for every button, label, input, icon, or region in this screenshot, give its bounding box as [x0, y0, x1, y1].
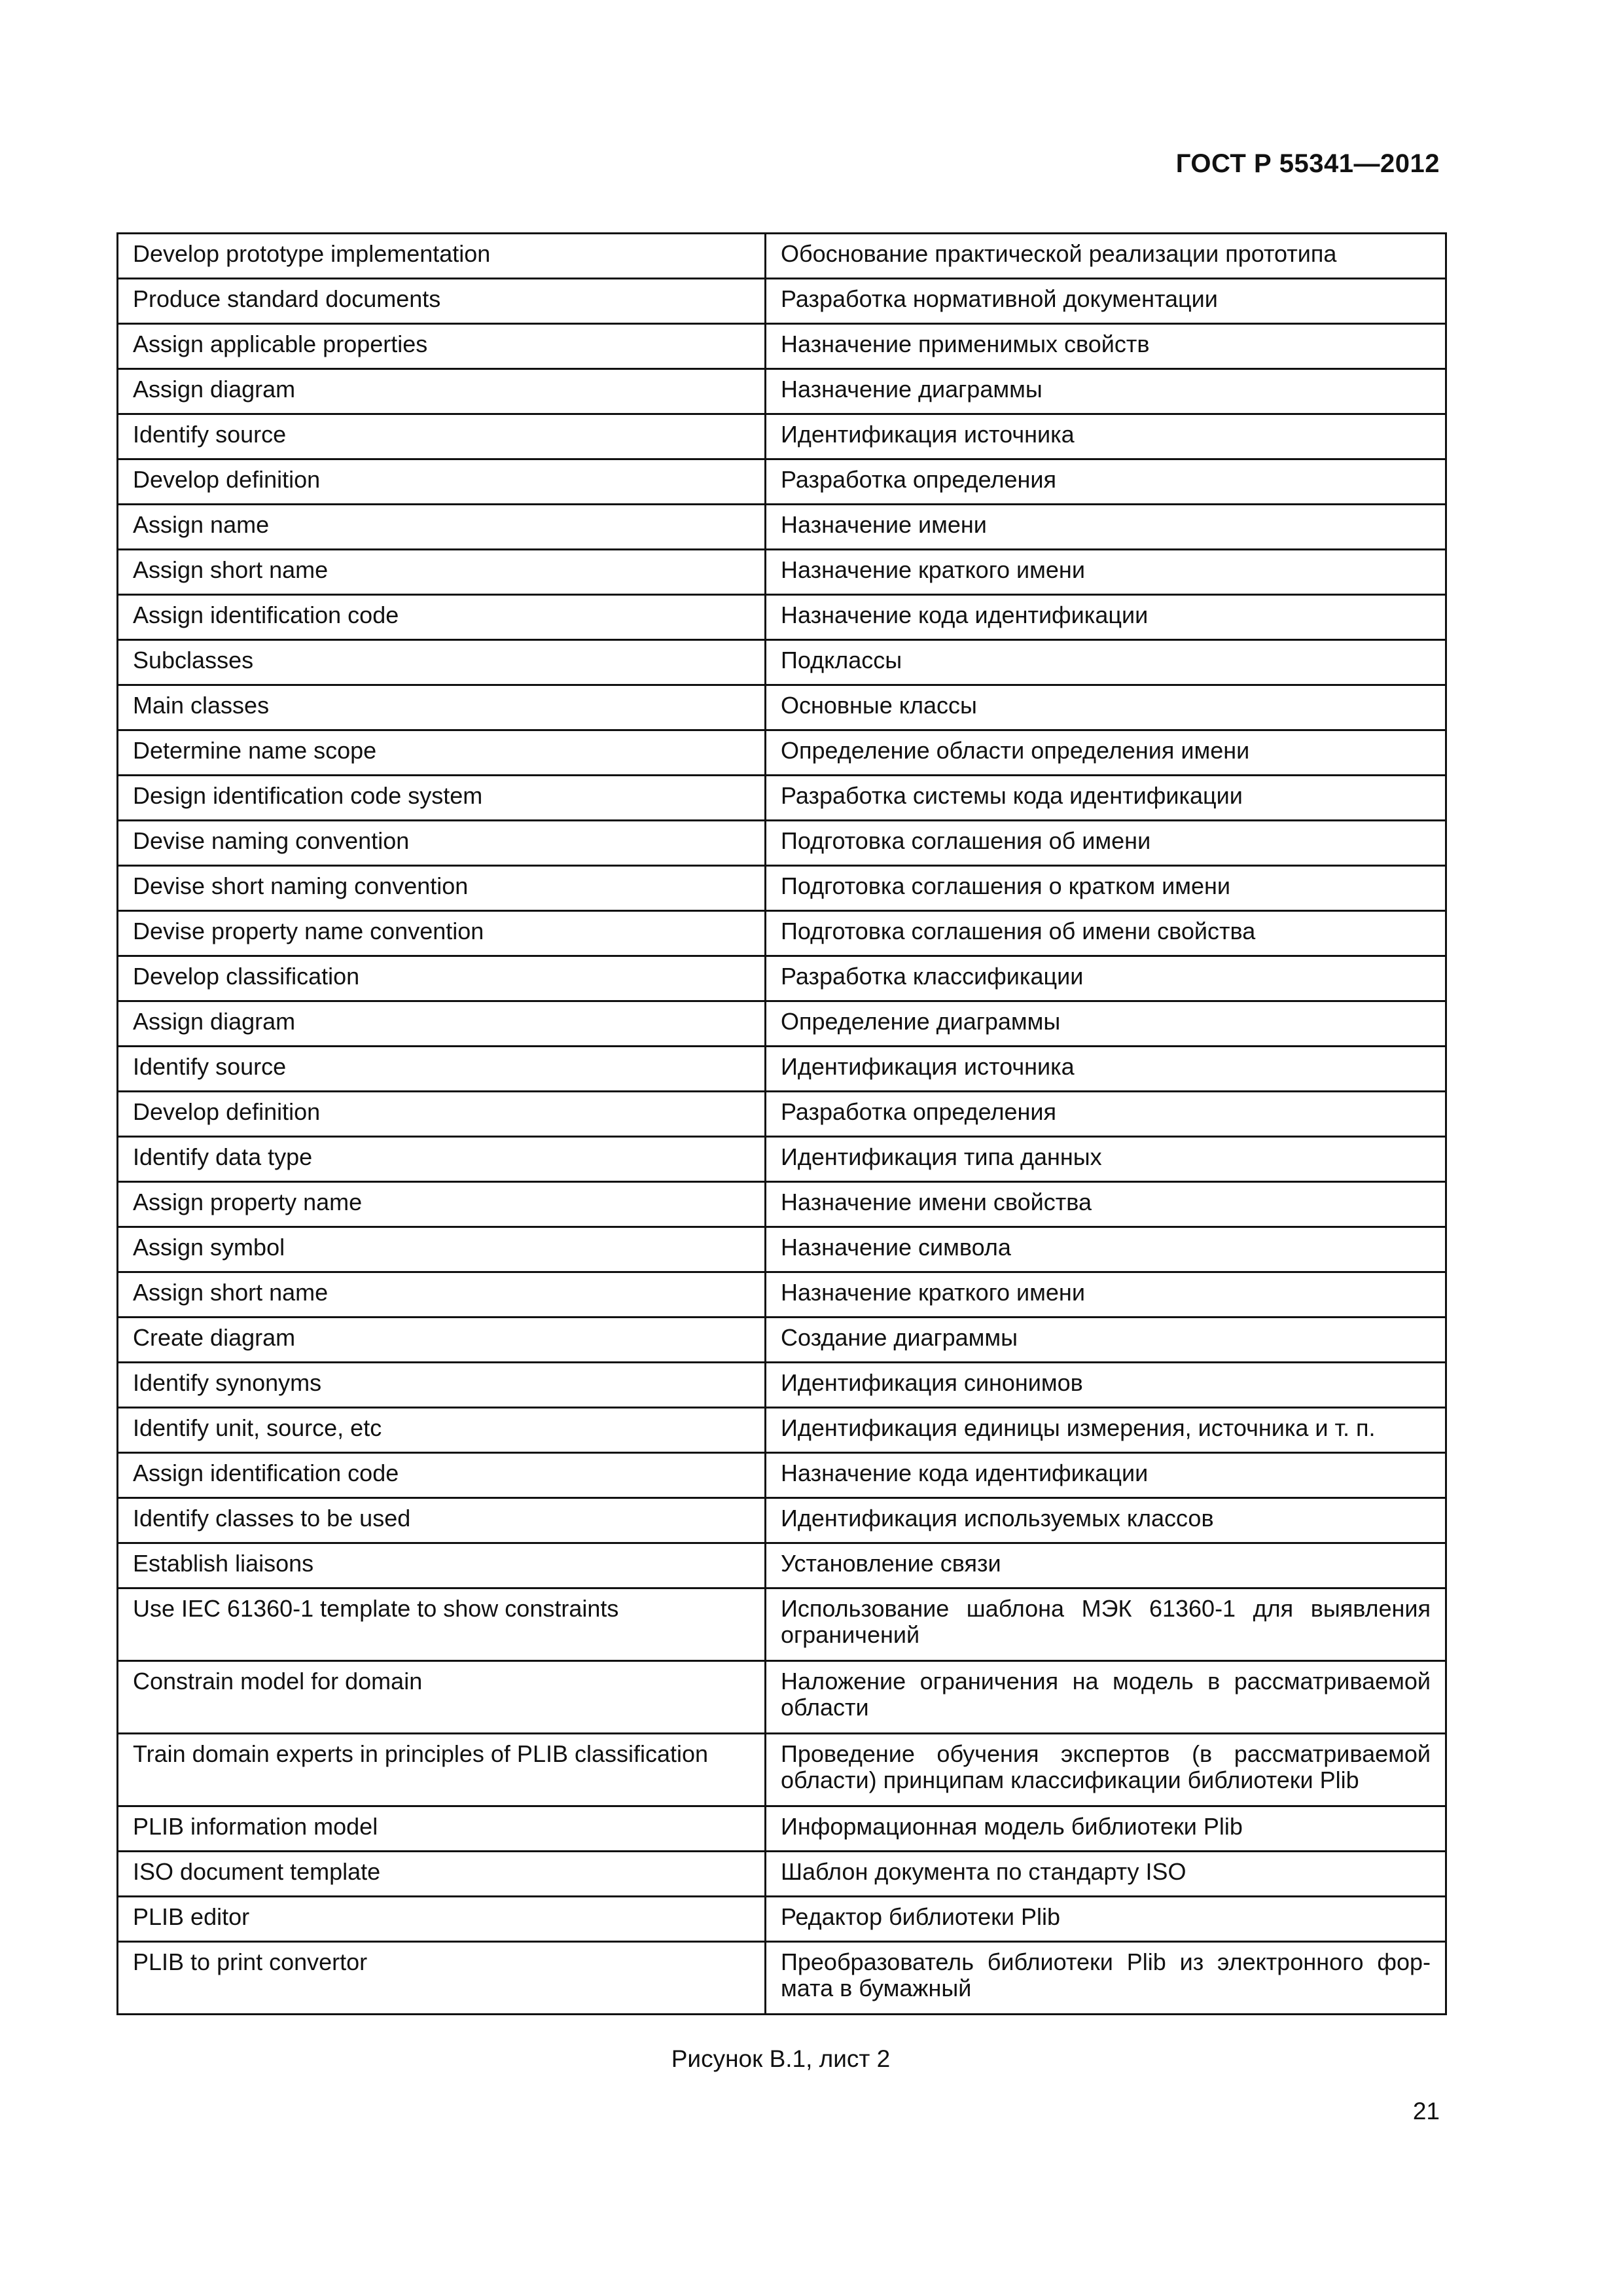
table-row	[118, 776, 1446, 821]
document-id-header: ГОСТ Р 55341—2012	[1175, 149, 1440, 178]
table-row	[118, 234, 1446, 279]
table-row	[118, 1942, 1446, 2015]
table-row	[118, 821, 1446, 866]
term-en-cell: ISO document template	[118, 1852, 766, 1897]
term-en-cell: Devise short naming convention	[118, 866, 766, 911]
table-row	[118, 1852, 1446, 1897]
term-en-cell: Develop definition	[118, 459, 766, 505]
table-row	[118, 324, 1446, 369]
term-en-cell: PLIB to print convertor	[118, 1942, 766, 2015]
table-row	[118, 1001, 1446, 1047]
term-ru-cell: Назначение краткого имени	[766, 1272, 1446, 1318]
term-ru-cell: Разработка системы кода идентификации	[766, 776, 1446, 821]
term-en-cell: Assign short name	[118, 550, 766, 595]
term-ru-cell: Редактор библиотеки Plib	[766, 1897, 1446, 1942]
term-en-cell: Identify synonyms	[118, 1363, 766, 1408]
term-en-cell: Main classes	[118, 685, 766, 730]
term-ru-cell: Шаблон документа по стандарту ISO	[766, 1852, 1446, 1897]
term-ru-cell: Назначение применимых свойств	[766, 324, 1446, 369]
term-en-cell: Assign diagram	[118, 1001, 766, 1047]
term-ru-cell: Создание диаграммы	[766, 1318, 1446, 1363]
term-ru-cell: Идентификация синонимов	[766, 1363, 1446, 1408]
table-row	[118, 1318, 1446, 1363]
table-row	[118, 1734, 1446, 1806]
term-en-cell: Establish liaisons	[118, 1543, 766, 1588]
table-row	[118, 1272, 1446, 1318]
table-row	[118, 505, 1446, 550]
term-ru-cell: Использование шаблона МЭК 61360-1 для выявления ограничений	[766, 1588, 1446, 1661]
table-row	[118, 1092, 1446, 1137]
term-ru-cell: Назначение краткого имени	[766, 550, 1446, 595]
table-row	[118, 1588, 1446, 1661]
term-ru-cell: Информационная модель библиотеки Plib	[766, 1806, 1446, 1852]
term-en-cell: Use IEC 61360-1 template to show constraints	[118, 1588, 766, 1661]
term-ru-cell: Назначение имени свойства	[766, 1182, 1446, 1227]
term-ru-cell: Наложение ограничения на модель в рассматриваемой области	[766, 1661, 1446, 1734]
table-row	[118, 1543, 1446, 1588]
term-ru-cell: Разработка определения	[766, 1092, 1446, 1137]
table-row	[118, 730, 1446, 776]
term-ru-cell: Проведение обучения экспертов (в рассматриваемой области) принципам классификации библиотеки Plib	[766, 1734, 1446, 1806]
table-row	[118, 1897, 1446, 1942]
term-en-cell: Design identification code system	[118, 776, 766, 821]
term-ru-cell: Идентификация источника	[766, 414, 1446, 459]
term-en-cell: Develop definition	[118, 1092, 766, 1137]
term-en-cell: PLIB information model	[118, 1806, 766, 1852]
term-ru-cell: Назначение диаграммы	[766, 369, 1446, 414]
term-en-cell: Identify source	[118, 1047, 766, 1092]
term-ru-cell: Идентификация единицы измерения, источника и т. п.	[766, 1408, 1446, 1453]
term-ru-cell: Установление связи	[766, 1543, 1446, 1588]
term-ru-cell: Преобразователь библиотеки Plib из электронного фор-мата в бумажный	[766, 1942, 1446, 2015]
term-en-cell: Develop prototype implementation	[118, 234, 766, 279]
term-en-cell: Identify unit, source, etc	[118, 1408, 766, 1453]
term-en-cell: Assign identification code	[118, 1453, 766, 1498]
term-en-cell: Assign short name	[118, 1272, 766, 1318]
terms-table	[116, 232, 1447, 2015]
table-row	[118, 1453, 1446, 1498]
table-row	[118, 866, 1446, 911]
table-row	[118, 1227, 1446, 1272]
table-row	[118, 1047, 1446, 1092]
term-ru-cell: Разработка определения	[766, 459, 1446, 505]
term-ru-cell: Идентификация типа данных	[766, 1137, 1446, 1182]
term-ru-cell: Разработка классификации	[766, 956, 1446, 1001]
term-en-cell: Determine name scope	[118, 730, 766, 776]
term-en-cell: Assign applicable properties	[118, 324, 766, 369]
term-ru-cell: Подготовка соглашения об имени	[766, 821, 1446, 866]
table-row	[118, 1661, 1446, 1734]
table-row	[118, 911, 1446, 956]
table-row	[118, 279, 1446, 324]
terms-table-container	[116, 232, 1445, 2015]
term-en-cell: Identify data type	[118, 1137, 766, 1182]
term-ru-cell: Разработка нормативной документации	[766, 279, 1446, 324]
term-en-cell: Produce standard documents	[118, 279, 766, 324]
term-ru-cell: Определение диаграммы	[766, 1001, 1446, 1047]
term-en-cell: Devise naming convention	[118, 821, 766, 866]
table-row	[118, 369, 1446, 414]
table-row	[118, 640, 1446, 685]
term-en-cell: Assign name	[118, 505, 766, 550]
term-en-cell: Identify classes to be used	[118, 1498, 766, 1543]
term-ru-cell: Назначение кода идентификации	[766, 595, 1446, 640]
table-row	[118, 459, 1446, 505]
figure-caption: Рисунок В.1, лист 2	[671, 2045, 891, 2072]
term-en-cell: Train domain experts in principles of PLIB classification	[118, 1734, 766, 1806]
table-row	[118, 685, 1446, 730]
term-ru-cell: Идентификация источника	[766, 1047, 1446, 1092]
table-row	[118, 1182, 1446, 1227]
table-row	[118, 1498, 1446, 1543]
table-row	[118, 1363, 1446, 1408]
term-ru-cell: Обоснование практической реализации прототипа	[766, 234, 1446, 279]
table-row	[118, 414, 1446, 459]
term-en-cell: Develop classification	[118, 956, 766, 1001]
table-row	[118, 1137, 1446, 1182]
term-ru-cell: Идентификация используемых классов	[766, 1498, 1446, 1543]
term-en-cell: Constrain model for domain	[118, 1661, 766, 1734]
term-ru-cell: Подготовка соглашения об имени свойства	[766, 911, 1446, 956]
term-en-cell: Subclasses	[118, 640, 766, 685]
term-en-cell: Create diagram	[118, 1318, 766, 1363]
term-ru-cell: Назначение кода идентификации	[766, 1453, 1446, 1498]
term-en-cell: Assign symbol	[118, 1227, 766, 1272]
page-number: 21	[1412, 2098, 1440, 2125]
term-en-cell: Assign diagram	[118, 369, 766, 414]
term-ru-cell: Подклассы	[766, 640, 1446, 685]
table-row	[118, 550, 1446, 595]
term-en-cell: Identify source	[118, 414, 766, 459]
table-row	[118, 595, 1446, 640]
table-row	[118, 956, 1446, 1001]
term-ru-cell: Назначение имени	[766, 505, 1446, 550]
table-row	[118, 1408, 1446, 1453]
term-ru-cell: Определение области определения имени	[766, 730, 1446, 776]
term-en-cell: Assign identification code	[118, 595, 766, 640]
term-ru-cell: Подготовка соглашения о кратком имени	[766, 866, 1446, 911]
term-ru-cell: Назначение символа	[766, 1227, 1446, 1272]
term-en-cell: Assign property name	[118, 1182, 766, 1227]
table-row	[118, 1806, 1446, 1852]
term-en-cell: PLIB editor	[118, 1897, 766, 1942]
term-ru-cell: Основные классы	[766, 685, 1446, 730]
term-en-cell: Devise property name convention	[118, 911, 766, 956]
